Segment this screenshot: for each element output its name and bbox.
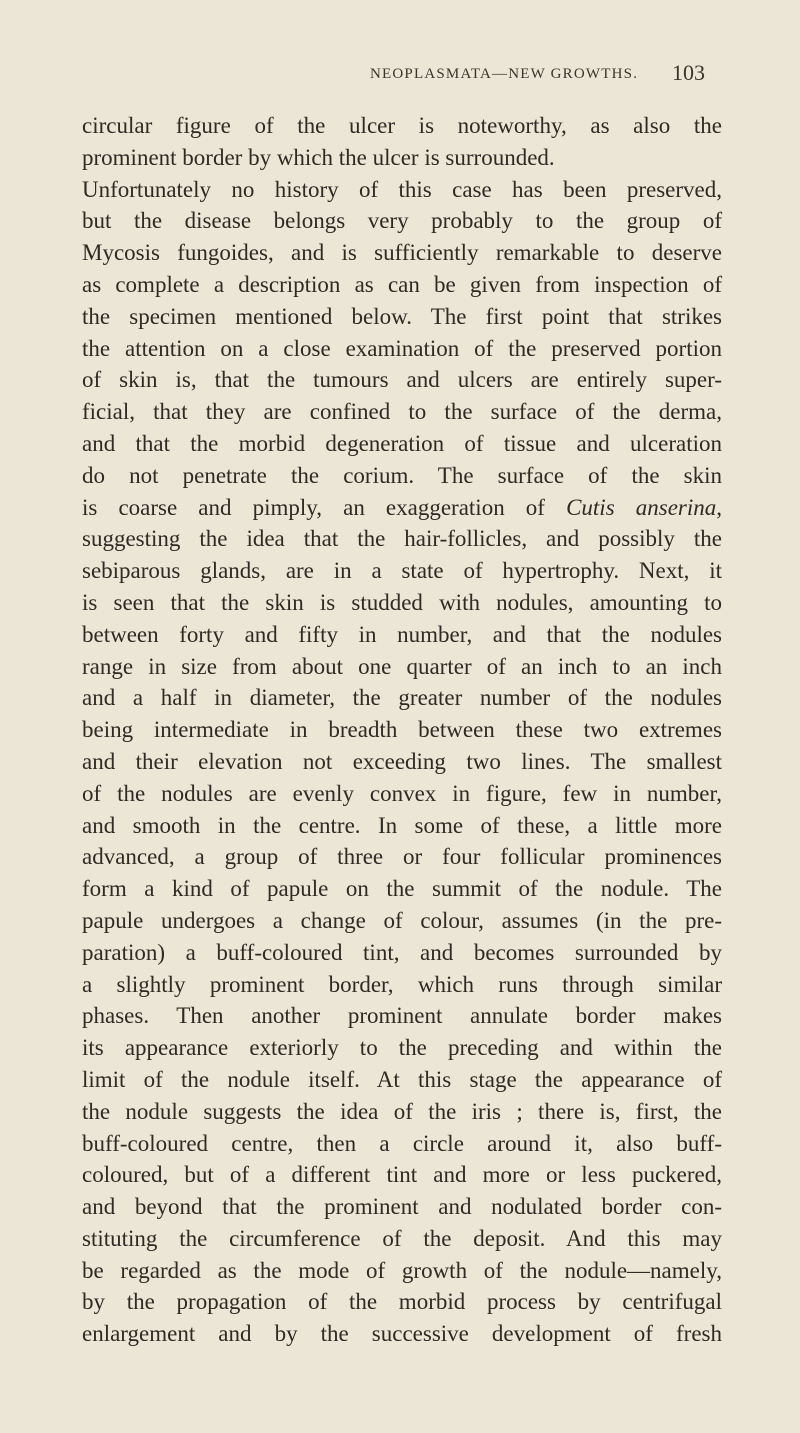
text-line: is coarse and pimply, an exaggeration of Cutis anserina, bbox=[82, 494, 723, 520]
text-line: the attention on a close examination of the preserved portion bbox=[82, 335, 722, 361]
text-line: limit of the nodule itself. At this stage the appearance of bbox=[82, 1066, 722, 1092]
text-line: as complete a description as can be given from inspection of bbox=[82, 271, 722, 297]
text-line: ficial, that they are confined to the surface of the derma, bbox=[82, 399, 722, 425]
text-line: do not penetrate the corium. The surface of the skin bbox=[82, 462, 722, 488]
text-line: of skin is, that the tumours and ulcers are entirely super- bbox=[82, 367, 722, 393]
text-line: stituting the circumference of the deposit. And this may bbox=[82, 1225, 722, 1251]
text-line: paration) a buff-coloured tint, and becomes surrounded by bbox=[82, 939, 722, 965]
text-line: and their elevation not exceeding two lines. The smallest bbox=[82, 748, 722, 774]
page-number: 103 bbox=[672, 60, 705, 85]
text-line: sebiparous glands, are in a state of hypertrophy. Next, it bbox=[82, 558, 722, 584]
body-text bbox=[82, 110, 722, 1350]
text-line: of the nodules are evenly convex in figure, few in number, bbox=[82, 780, 722, 806]
text-line: circular figure of the ulcer is noteworthy, as also the bbox=[82, 113, 722, 138]
text-line: being intermediate in breadth between these two extremes bbox=[82, 717, 722, 743]
text-line: enlargement and by the successive development of fresh bbox=[82, 1321, 722, 1347]
text-line: by the propagation of the morbid process by centrifugal bbox=[82, 1289, 722, 1315]
text-line: suggesting the idea that the hair-follicles, and possibly the bbox=[82, 526, 722, 552]
text-line: between forty and fifty in number, and that the nodules bbox=[82, 621, 722, 647]
text-line: phases. Then another prominent annulate border makes bbox=[82, 1003, 722, 1029]
text-line: form a kind of papule on the summit of the nodule. The bbox=[82, 876, 722, 902]
text-line: its appearance exteriorly to the preceding and within the bbox=[82, 1035, 722, 1061]
text-line: is seen that the skin is studded with nodules, amounting to bbox=[82, 589, 722, 615]
running-head bbox=[0, 60, 800, 90]
text-line: the nodule suggests the idea of the iris ; there is, first, the bbox=[82, 1098, 722, 1124]
text-line: a slightly prominent border, which runs through similar bbox=[82, 971, 722, 997]
running-title: NEOPLASMATA—NEW GROWTHS. bbox=[370, 66, 639, 82]
text-line: papule undergoes a change of colour, assumes (in the pre- bbox=[82, 907, 722, 933]
text-line: and a half in diameter, the greater number of the nodules bbox=[82, 685, 722, 711]
text-line: Unfortunately no history of this case has been preserved, bbox=[82, 176, 722, 202]
text-line: range in size from about one quarter of an inch to an inch bbox=[82, 653, 722, 679]
text-line: and smooth in the centre. In some of these, a little more bbox=[82, 812, 722, 838]
text-line: Mycosis fungoides, and is sufficiently remarkable to deserve bbox=[82, 240, 722, 266]
text-line: and that the morbid degeneration of tissue and ulceration bbox=[82, 430, 722, 456]
text-line: coloured, but of a different tint and more or less puckered, bbox=[82, 1162, 722, 1188]
text-line: and beyond that the prominent and nodulated border con- bbox=[82, 1194, 722, 1220]
text-line: but the disease belongs very probably to the group of bbox=[82, 208, 722, 234]
text-line: advanced, a group of three or four follicular prominences bbox=[82, 844, 722, 870]
text-line: the specimen mentioned below. The first point that strikes bbox=[82, 303, 722, 329]
text-line: prominent border by which the ulcer is surrounded. bbox=[82, 144, 555, 170]
text-line: be regarded as the mode of growth of the nodule—namely, bbox=[82, 1257, 722, 1283]
text-line: buff-coloured centre, then a circle around it, also buff- bbox=[82, 1130, 722, 1156]
